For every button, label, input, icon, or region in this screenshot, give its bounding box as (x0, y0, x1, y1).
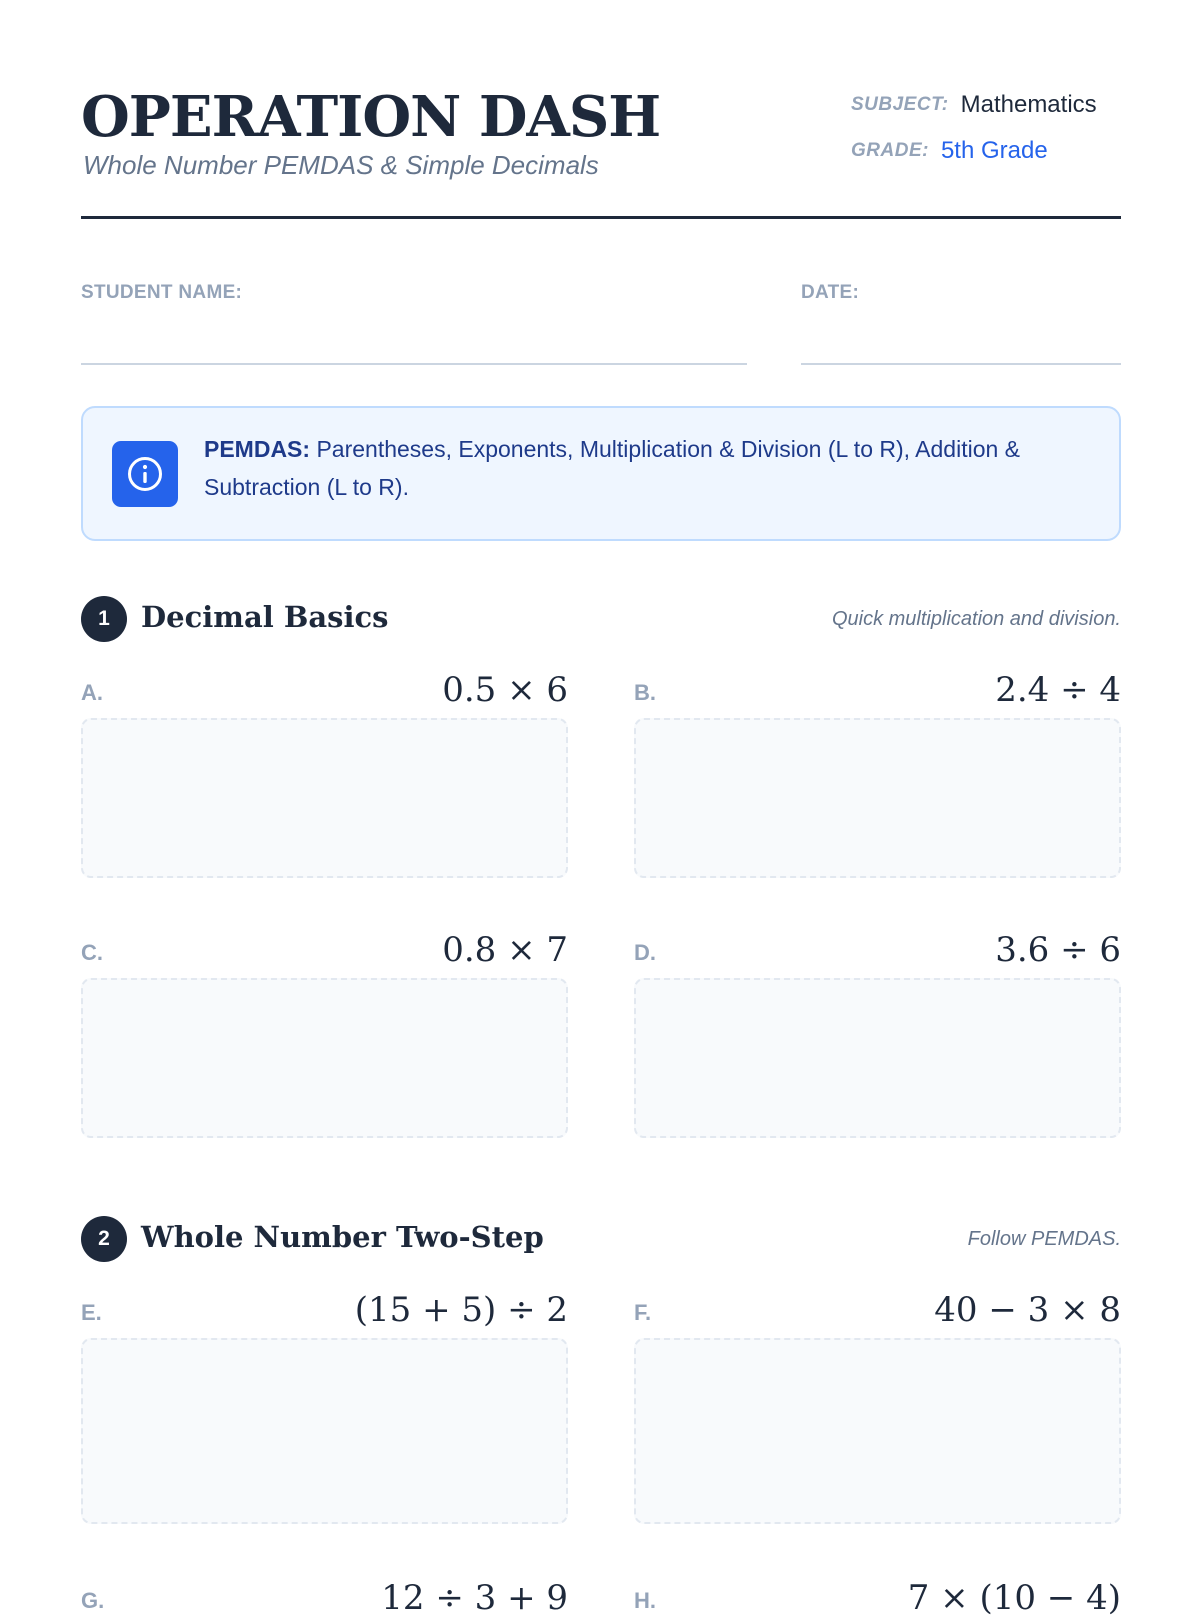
section-title: Decimal Basics (141, 600, 389, 634)
pemdas-description: Parentheses, Exponents, Multiplication & Division (L to R), Addition & Subtraction (L to R). (204, 436, 1021, 500)
problem-expression: 40 − 3 × 8 (934, 1290, 1121, 1330)
grade-row (851, 128, 1121, 174)
problem-letter: A. (81, 680, 103, 705)
problem-letter: D. (634, 940, 656, 965)
answer-box[interactable] (81, 978, 568, 1138)
answer-box[interactable] (634, 1338, 1121, 1524)
subject-row (851, 82, 1121, 128)
problem-letter: B. (634, 680, 656, 705)
problem-expression: 7 × (10 − 4) (907, 1578, 1121, 1618)
section-number-badge: 1 (81, 596, 127, 642)
worksheet-subtitle: Whole Number PEMDAS & Simple Decimals (83, 150, 599, 180)
problem-expression: 2.4 ÷ 4 (995, 670, 1121, 710)
subject-value: Mathematics (960, 91, 1097, 118)
subject-label: SUBJECT: (851, 94, 949, 115)
pemdas-lead: PEMDAS: (204, 436, 311, 462)
answer-box[interactable] (634, 718, 1121, 878)
student-name-label: STUDENT NAME: (81, 282, 243, 303)
problem-expression: 3.6 ÷ 6 (995, 930, 1121, 970)
date-label: DATE: (801, 282, 860, 303)
answer-box[interactable] (81, 718, 568, 878)
problem-letter: G. (81, 1588, 105, 1613)
problem-letter: E. (81, 1300, 102, 1325)
section-note: Follow PEMDAS. (967, 1228, 1121, 1250)
pemdas-info-box (81, 406, 1121, 541)
worksheet-header (81, 80, 1121, 219)
problem-expression: (15 + 5) ÷ 2 (354, 1290, 568, 1330)
answer-box[interactable] (81, 1338, 568, 1524)
section-number-badge: 2 (81, 1216, 127, 1262)
grade-value: 5th Grade (940, 137, 1048, 164)
info-icon (112, 441, 178, 507)
problem-expression: 0.5 × 6 (442, 670, 568, 710)
problem-letter: F. (634, 1300, 652, 1325)
date-line[interactable] (801, 363, 1121, 365)
grade-label: GRADE: (851, 140, 929, 161)
worksheet-meta (851, 82, 1121, 174)
section-1-header (81, 596, 1121, 644)
problem-expression: 0.8 × 7 (442, 930, 568, 970)
problem-letter: C. (81, 940, 103, 965)
problem-expression: 12 ÷ 3 + 9 (381, 1578, 568, 1618)
section-2-header (81, 1216, 1121, 1264)
pemdas-info-text (204, 430, 1084, 506)
problem-letter: H. (634, 1588, 656, 1613)
section-note: Quick multiplication and division. (831, 608, 1121, 630)
section-title: Whole Number Two-Step (141, 1220, 544, 1254)
student-name-line[interactable] (81, 363, 747, 365)
worksheet-title: OPERATION DASH (81, 84, 661, 150)
answer-box[interactable] (634, 978, 1121, 1138)
